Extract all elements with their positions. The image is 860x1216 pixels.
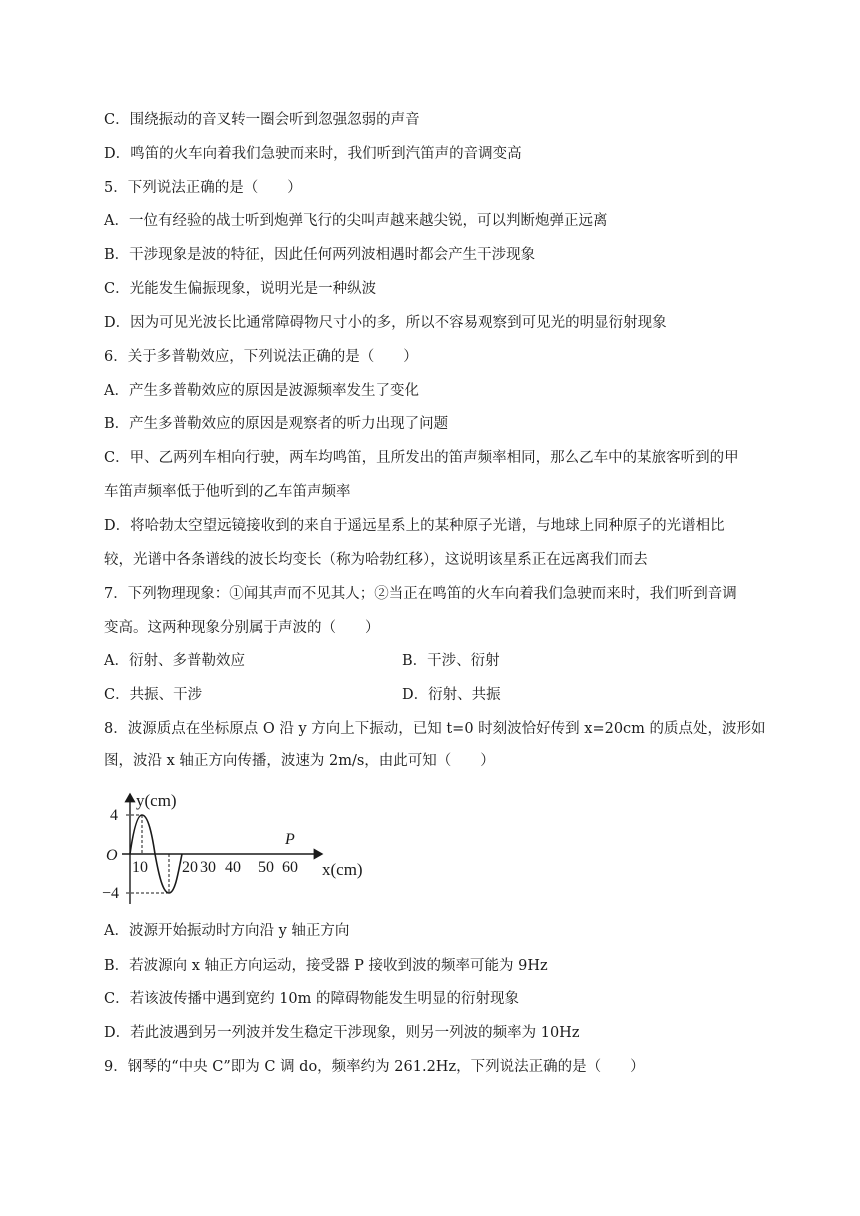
q5-option-b: B．干涉现象是波的特征，因此任何两列波相遇时都会产生干涉现象: [104, 247, 536, 263]
point-p-label: P: [285, 831, 295, 848]
q7-option-b: B．干涉、衍射: [402, 653, 500, 669]
q7-option-a: A．衍射、多普勒效应: [104, 653, 245, 669]
q8-option-a: A．波源开始振动时方向沿 y 轴正方向: [104, 923, 350, 939]
q5-option-a: A．一位有经验的战士听到炮弹飞行的尖叫声越来越尖锐，可以判断炮弹正远离: [104, 213, 608, 229]
wave-figure: [98, 786, 378, 912]
q6-option-a: A．产生多普勒效应的原因是波源频率发生了变化: [104, 383, 419, 399]
q6-option-b: B．产生多普勒效应的原因是观察者的听力出现了问题: [104, 416, 449, 432]
x-tick-10: 10: [132, 859, 148, 876]
q7-option-d: D．衍射、共振: [402, 687, 501, 703]
question-7-stem-line1: 7．下列物理现象：①闻其声而不见其人；②当正在鸣笛的火车向着我们急驶而来时，我们听到音调: [104, 586, 737, 602]
q6-option-d-line1: D．将哈勃太空望远镜接收到的来自于遥远星系上的某种原子光谱，与地球上同种原子的光谱相比: [104, 518, 725, 534]
x-tick-60: 60: [282, 859, 298, 876]
x-axis-label: x(cm): [322, 860, 363, 879]
q6-option-d-line2: 较，光谱中各条谱线的波长均变长（称为哈勃红移），这说明该星系正在远离我们而去: [104, 552, 648, 568]
origin-label: O: [106, 847, 118, 864]
line-option-c-q4: C．围绕振动的音叉转一圈会听到忽强忽弱的声音: [104, 112, 420, 128]
q8-option-c: C．若该波传播中遇到宽约 10m 的障碍物能发生明显的衍射现象: [104, 991, 520, 1007]
question-8-stem-line2: 图，波沿 x 轴正方向传播，波速为 2m/s，由此可知（ ）: [104, 753, 495, 769]
y-tick-4: 4: [110, 807, 118, 824]
q5-option-d: D．因为可见光波长比通常障碍物尺寸小的多，所以不容易观察到可见光的明显衍射现象: [104, 315, 667, 331]
q5-option-c: C．光能发生偏振现象，说明光是一种纵波: [104, 281, 377, 297]
y-axis-label: y(cm): [136, 791, 177, 810]
q8-option-b: B．若波源向 x 轴正方向运动，接受器 P 接收到波的频率可能为 9Hz: [104, 958, 548, 974]
q7-option-c: C．共振、干涉: [104, 687, 203, 703]
q8-option-d: D．若此波遇到另一列波并发生稳定干涉现象，则另一列波的频率为 10Hz: [104, 1025, 580, 1041]
q6-option-c-line2: 车笛声频率低于他听到的乙车笛声频率: [104, 484, 351, 500]
question-5-stem: 5．下列说法正确的是（ ）: [104, 180, 302, 196]
line-option-d-q4: D．鸣笛的火车向着我们急驶而来时，我们听到汽笛声的音调变高: [104, 146, 522, 162]
x-tick-40: 40: [225, 859, 241, 876]
question-7-stem-line2: 变高。这两种现象分别属于声波的（ ）: [104, 620, 380, 636]
y-tick-neg4: −4: [102, 885, 120, 902]
x-tick-20: 20: [182, 859, 198, 876]
x-tick-50: 50: [258, 859, 274, 876]
x-tick-30: 30: [200, 859, 216, 876]
q6-option-c-line1: C．甲、乙两列车相向行驶，两车均鸣笛，且所发出的笛声频率相同，那么乙车中的某旅客听到的甲: [104, 450, 739, 466]
question-8-stem-line1: 8．波源质点在坐标原点 O 沿 y 方向上下振动，已知 t=0 时刻波恰好传到 x=20cm 的质点处，波形如: [104, 721, 766, 737]
question-9-stem: 9．钢琴的“中央 C”即为 C 调 do，频率约为 261.2Hz，下列说法正确的是（ ）: [104, 1059, 645, 1075]
question-6-stem: 6．关于多普勒效应，下列说法正确的是（ ）: [104, 349, 418, 365]
